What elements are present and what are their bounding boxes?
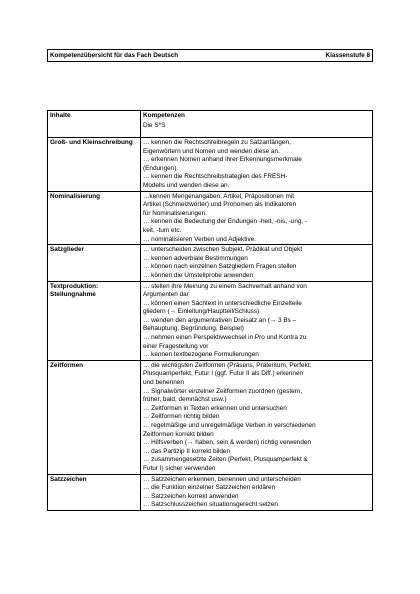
competence-line: … können einen Sachtext in unterschiedliche Einzelteile [143, 299, 302, 307]
competence-line: Zeitformen korrekt bilden [143, 430, 214, 438]
competence-line: … die Funktion einzelner Satzzeichen erklären [143, 484, 276, 492]
competence-line: und benennen [143, 379, 184, 387]
document-page [47, 49, 373, 511]
table-row [48, 138, 373, 192]
competence-line: …kennen Mengenangaben, Artikel, Präpositionen mit [143, 192, 294, 200]
competence-line: früher, bald, demnächst usw.) [143, 396, 227, 404]
table-header-row [48, 111, 373, 138]
table-row [48, 474, 373, 510]
header-inhalte: Inhalte [48, 111, 141, 138]
competence-line: … unterscheiden zwischen Subjekt, Prädikat und Objekt [143, 246, 303, 254]
competence-line: … kennen die Rechtschreibregeln zu Satzanfängen, [143, 139, 291, 146]
competence-line: Eigenwörtern und Nomen und wenden diese an. [143, 147, 280, 155]
competence-line: gliedern (→ Einleitung/Hauptteil/Schluss) [143, 308, 260, 316]
competence-line: … kennen die Bedeutung der Endungen -heit, -nis, -ung, - [143, 218, 308, 226]
competence-line: … zusammengesetzte Zeiten (Perfekt, Plusquamperfekt & [143, 456, 308, 464]
competence-line: … wenden den argumentativen Dreisatz an (→ 3 Bs – [143, 316, 297, 324]
competence-line: … Signalwörter einzelner Zeitformen zuordnen (gestern, [143, 387, 303, 395]
document-title: Kompetenzübersicht für das Fach Deutsch [50, 52, 179, 59]
row-competences [141, 138, 373, 192]
competence-line: … können die Umstellprobe anwenden [143, 271, 254, 279]
row-competences [141, 245, 373, 281]
competence-line: … Zeitformen in Texten erkennen und untersuchen [143, 404, 287, 412]
competence-line: … das Partizip II korrekt bilden [143, 447, 231, 455]
competence-line: … Satzschlusszeichen situationsgerecht setzen [143, 501, 278, 509]
competence-line: … kennen die Rechtschreibstrategien des FRESH- [143, 173, 288, 181]
competence-line: einer Fragestellung vor [143, 342, 209, 350]
competence-line: … Zeitformen richtig bilden [143, 413, 220, 421]
competence-line: … Hilfsverben (→ haben, sein & werden) richtig verwenden [143, 439, 312, 447]
table-row [48, 191, 373, 245]
competence-line: Argumenten dar [143, 291, 189, 299]
competence-line: … Satzzeichen korrekt anwenden [143, 492, 239, 500]
row-competences [141, 474, 373, 510]
header-subject: Die S*S [143, 121, 166, 129]
document-header [47, 49, 373, 62]
table-row [48, 281, 373, 360]
competence-line: Plusquamperfekt, Futur I (ggf. Futur II als Diff.) erkennen [143, 370, 304, 378]
competence-line: … kennen textbezogene Formulierungen [143, 351, 259, 359]
competence-line: … können nach einzelnen Satzgliedern Fragen stellen [143, 263, 297, 271]
competence-line: … kennen adverbiale Bestimmungen [143, 254, 248, 262]
competence-line: (Endungen). [143, 164, 179, 172]
competence-line: Behauptung, Begründung, Beispiel) [143, 325, 244, 333]
header-kompetenzen-cell [141, 111, 373, 138]
competence-table [47, 110, 373, 511]
competence-line: … die wichtigsten Zeitformen (Präsens, Präteritum, Perfekt, [143, 361, 312, 369]
row-topic: Zeitformen [48, 360, 141, 474]
competence-line: Futur I) sicher verwenden [143, 464, 216, 472]
row-topic: Nominalisierung [48, 191, 141, 245]
competence-line: … nehmen einen Perspektivwechsel in Pro und Kontra zu [143, 334, 307, 342]
competence-line: … erkennen Nomen anhand ihrer Erkennungsmerkmale [143, 156, 302, 164]
competence-line: Artikel (Schmelzwörter) und Pronomen als Indikatoren [143, 201, 297, 209]
competence-line: für Nominalisierungen. [143, 209, 207, 217]
competence-line: … stellen ihre Meinung zu einem Sachverhalt anhand von [143, 282, 307, 290]
header-kompetenzen: Kompetenzen [143, 112, 185, 119]
row-topic: Groß- und Kleinschreibung [48, 138, 141, 192]
competence-line: … nominalisieren Verben und Adjektive. [143, 235, 256, 243]
competence-line: … regelmäßige und unregelmäßige Verben in verschiedenen [143, 422, 316, 429]
row-competences [141, 360, 373, 474]
row-competences [141, 191, 373, 245]
competence-line: Modells und wenden diese an. [143, 181, 230, 189]
row-topic: Satzglieder [48, 245, 141, 281]
table-row [48, 360, 373, 474]
table-row [48, 245, 373, 281]
grade-level: Klassenstufe 8 [325, 52, 370, 59]
row-topic: Satzzeichen [48, 474, 141, 510]
competence-line: … Satzzeichen erkennen, benennen und unterscheiden [143, 475, 301, 483]
row-topic: Textproduktion: Stellungnahme [48, 281, 141, 360]
row-competences [141, 281, 373, 360]
competence-line: keit, -tum etc. [143, 226, 182, 234]
